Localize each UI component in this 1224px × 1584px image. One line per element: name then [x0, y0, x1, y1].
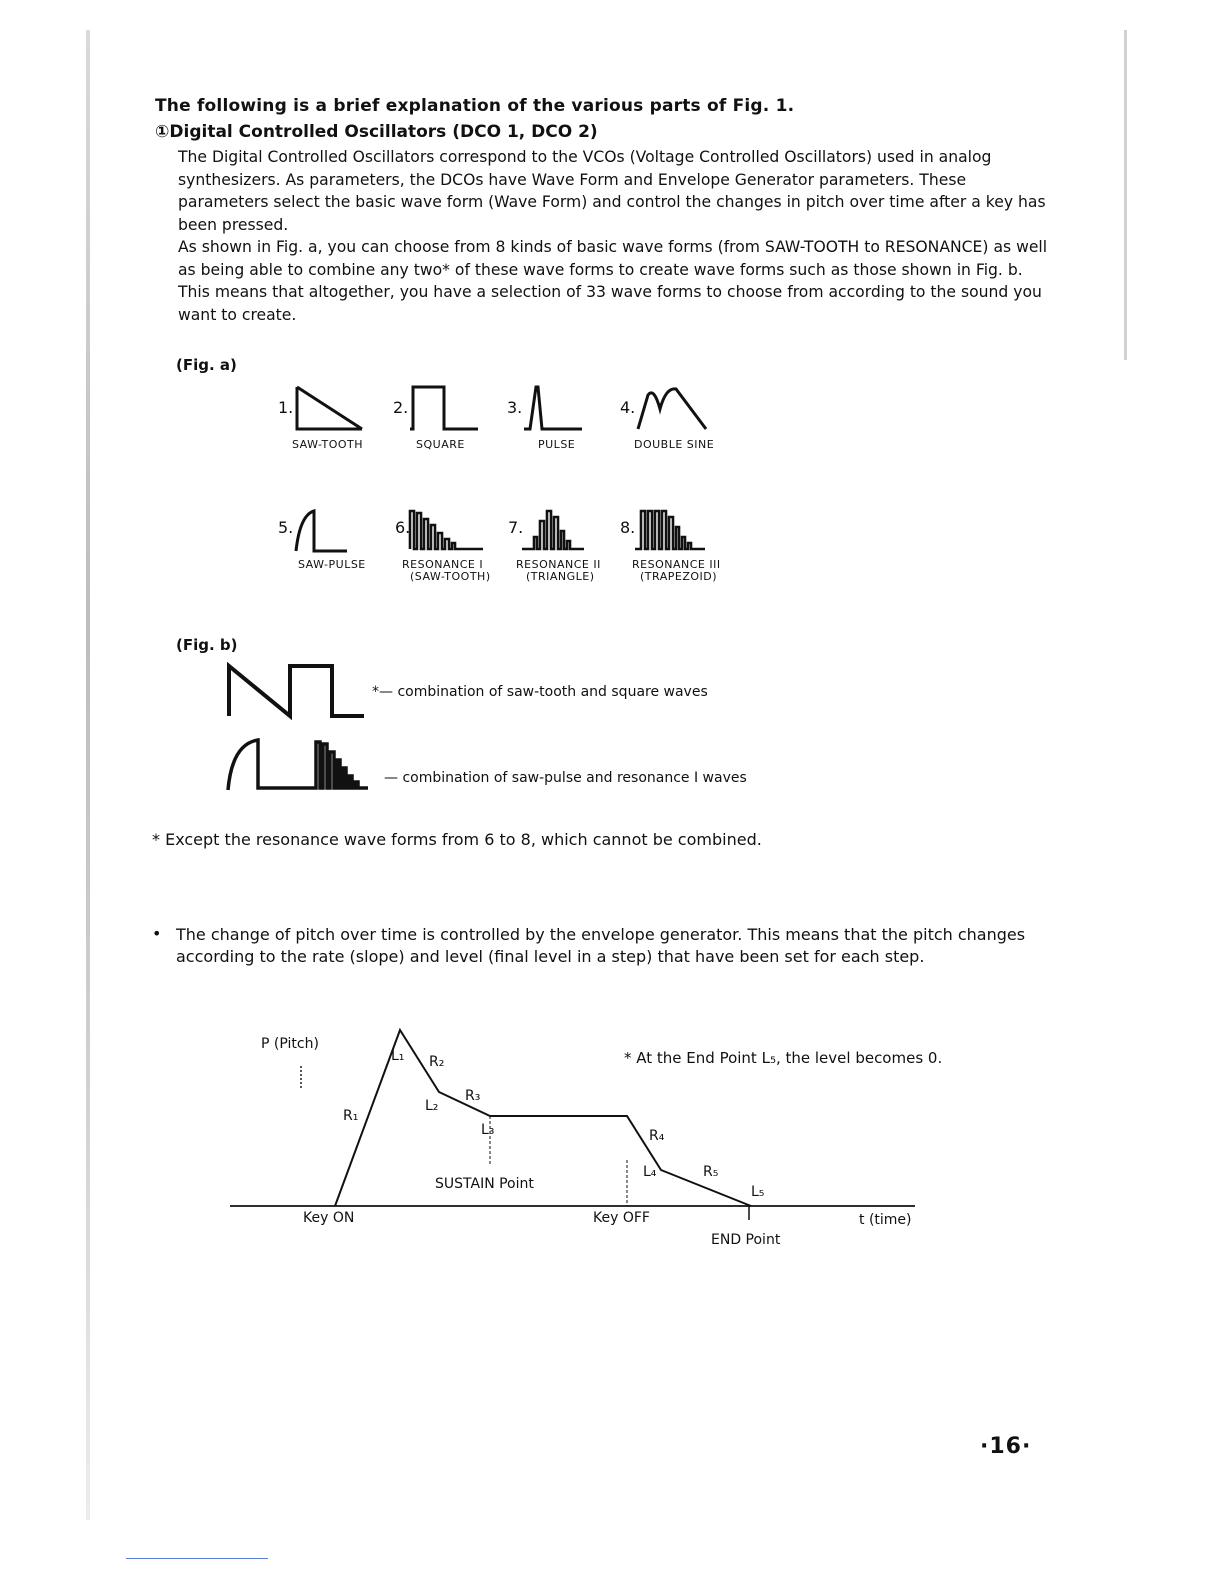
double-sine-waveform-icon	[636, 383, 718, 433]
time-axis-label: t (time)	[859, 1212, 912, 1228]
section-heading: The following is a brief explanation of the various parts of Fig. 1.	[155, 96, 795, 116]
waveform-6-subname: (SAW-TOOTH)	[410, 570, 491, 583]
r4-label: R₄	[649, 1128, 665, 1144]
key-on-label: Key ON	[303, 1210, 355, 1226]
key-off-label: Key OFF	[593, 1210, 650, 1226]
l5-label: L₅	[751, 1184, 765, 1200]
fig-b-label: (Fig. b)	[176, 636, 238, 654]
waveform-6-name: RESONANCE I	[402, 558, 484, 571]
pulse-waveform-icon	[522, 383, 592, 433]
l1-label: L₁	[391, 1048, 405, 1064]
square-waveform-icon	[408, 383, 490, 433]
resonance-ii-waveform-icon	[520, 505, 600, 555]
bullet-mark: •	[152, 924, 162, 943]
resonance-footnote: * Except the resonance wave forms from 6 to 8, which cannot be combined.	[152, 830, 762, 849]
footer-rule	[126, 1558, 268, 1559]
waveform-6-number: 6.	[395, 518, 411, 537]
waveform-1-number: 1.	[278, 398, 294, 417]
dco-paragraph-1: The Digital Controlled Oscillators correspond to the VCOs (Voltage Controlled Oscillators) used in analog synthesizers. As parameters, the DCOs have Wave Form and Envelope Generator parameters. These parameters select the basic wave form (Wave Form) and control the changes in pitch over time after a key has been pressed.	[178, 148, 1046, 234]
fig-a-label: (Fig. a)	[176, 356, 237, 374]
sawtooth-square-combination-icon	[222, 660, 382, 720]
waveform-8-name: RESONANCE III	[632, 558, 721, 571]
r5-label: R₅	[703, 1164, 719, 1180]
r2-label: R₂	[429, 1054, 445, 1070]
l3-label: L₃	[481, 1122, 495, 1138]
combination-2-caption: — combination of saw-pulse and resonance I waves	[384, 770, 747, 786]
waveform-1-name: SAW-TOOTH	[292, 438, 364, 451]
waveform-4-number: 4.	[620, 398, 636, 417]
waveform-2-name: SQUARE	[416, 438, 465, 451]
waveform-3-name: PULSE	[538, 438, 576, 451]
envelope-explanation: The change of pitch over time is controlled by the envelope generator. This means that the pitch changes according to the rate (slope) and level (final level in a step) that have been set for each step.	[176, 925, 1026, 966]
end-point-label: END Point	[711, 1232, 781, 1248]
dco-subheading: ①Digital Controlled Oscillators (DCO 1, DCO 2)	[155, 122, 598, 142]
l4-label: L₄	[643, 1164, 657, 1180]
sawtooth-waveform-icon	[292, 383, 384, 433]
combination-1-caption: *— combination of saw-tooth and square waves	[372, 684, 708, 700]
waveform-7-name: RESONANCE II	[516, 558, 601, 571]
resonance-iii-waveform-icon	[633, 505, 723, 555]
waveform-8-subname: (TRAPEZOID)	[640, 570, 718, 583]
waveform-3-number: 3.	[507, 398, 523, 417]
waveform-8-number: 8.	[620, 518, 636, 537]
waveform-7-subname: (TRIANGLE)	[526, 570, 595, 583]
saw-pulse-waveform-icon	[292, 505, 362, 555]
sustain-point-label: SUSTAIN Point	[435, 1176, 534, 1192]
r3-label: R₃	[465, 1088, 481, 1104]
l2-label: L₂	[425, 1098, 439, 1114]
end-point-note: * At the End Point L₅, the level becomes 0.	[624, 1049, 943, 1067]
waveform-5-number: 5.	[278, 518, 294, 537]
waveform-2-number: 2.	[393, 398, 409, 417]
waveform-4-name: DOUBLE SINE	[634, 438, 715, 451]
scan-edge-left	[86, 30, 90, 1520]
pitch-axis-label: P (Pitch)	[261, 1036, 319, 1052]
sawpulse-resonance-combination-icon	[222, 734, 382, 794]
dco-paragraph-2: As shown in Fig. a, you can choose from 8 kinds of basic wave forms (from SAW-TOOTH to RESONANCE) as well as being able to combine any two* of these wave forms to create wave forms such as those shown in Fig. b. This means that altogether, you have a selection of 33 wave forms to choose from according to the sound you want to create.	[178, 238, 1048, 324]
resonance-i-waveform-icon	[408, 505, 498, 555]
scan-edge-right	[1124, 30, 1127, 360]
r1-label: R₁	[343, 1108, 359, 1124]
page-number: ·16·	[980, 1434, 1032, 1459]
waveform-7-number: 7.	[508, 518, 524, 537]
waveform-5-name: SAW-PULSE	[298, 558, 366, 571]
